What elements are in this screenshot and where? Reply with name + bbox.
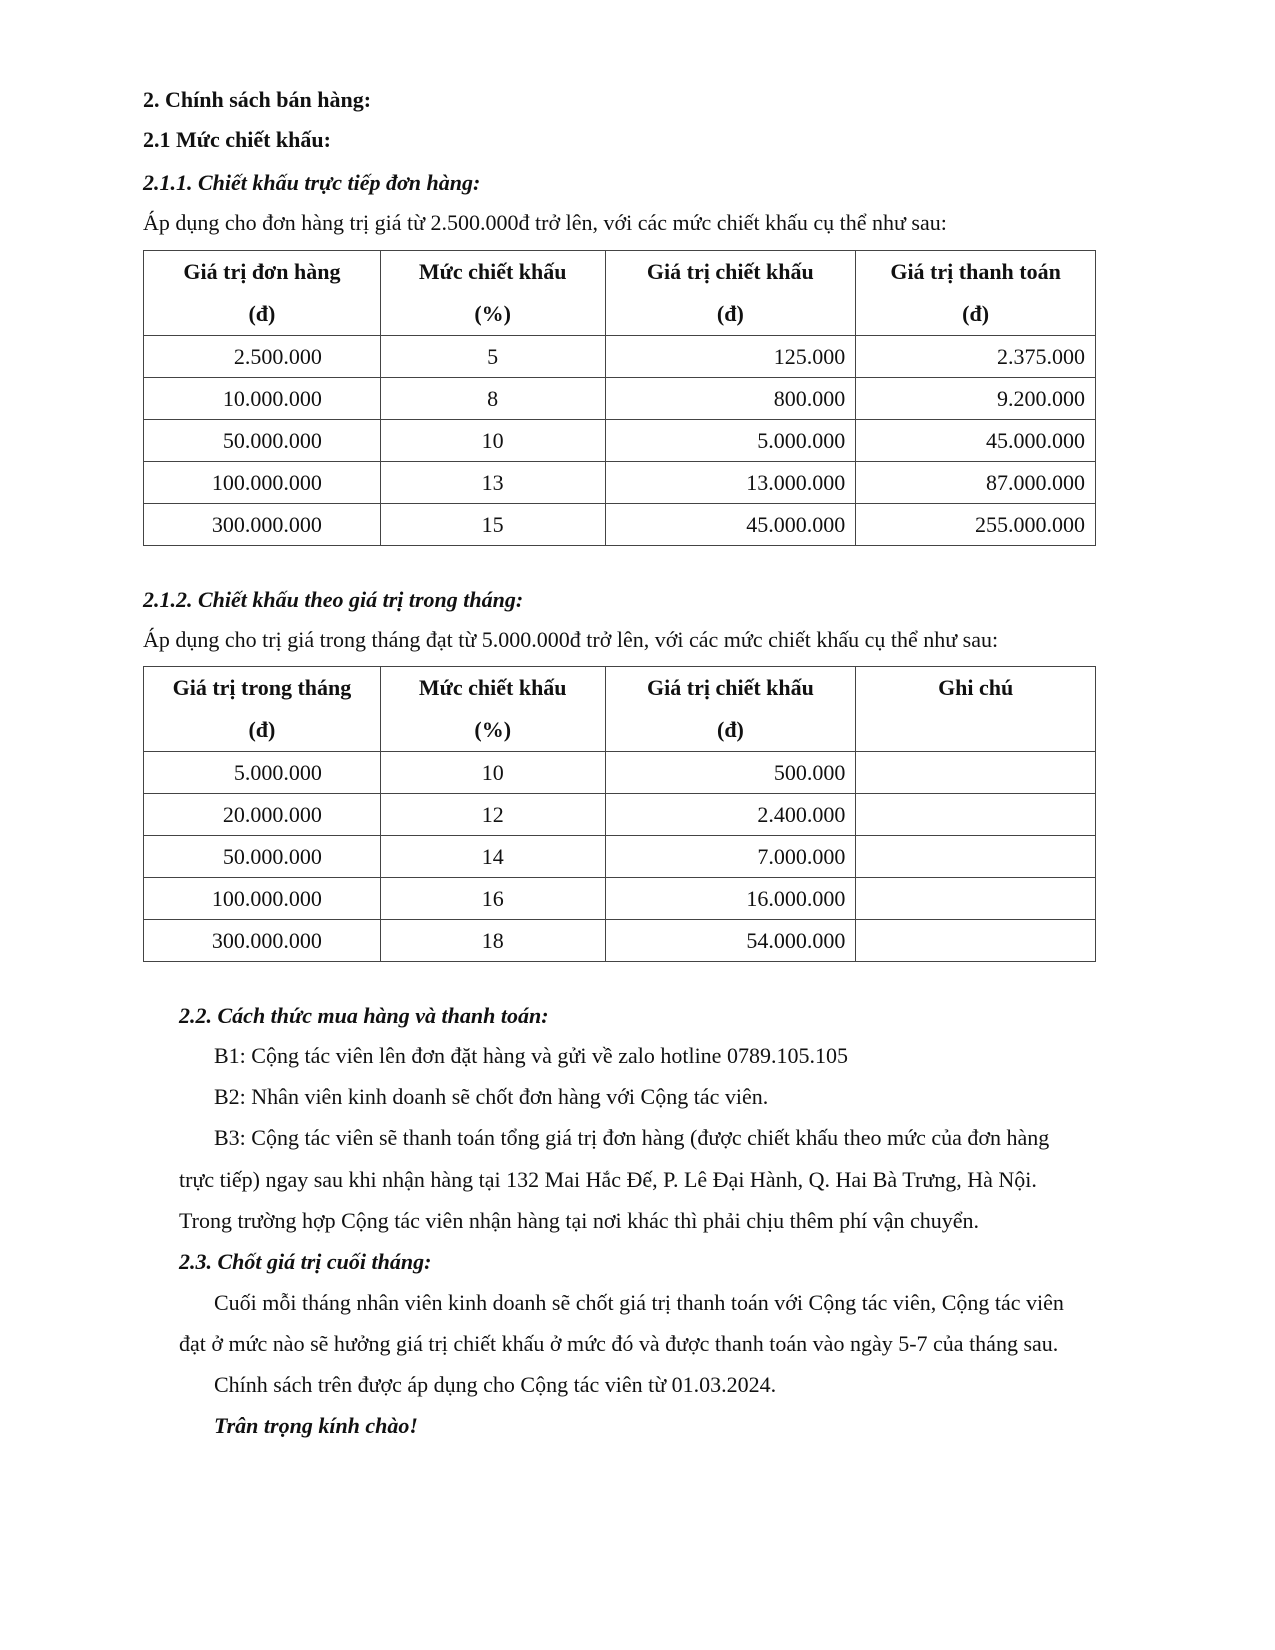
purchase-step-b3-line1: B3: Cộng tác viên sẽ thanh toán tổng giá trị đơn hàng (được chiết khấu theo mức của đơn hàng <box>214 1125 1050 1150</box>
table-row: 20.000.000 12 2.400.000 <box>144 794 1096 836</box>
purchase-step-b2: B2: Nhân viên kinh doanh sẽ chốt đơn hàng với Cộng tác viên. <box>214 1084 769 1109</box>
table-row: 100.000.000 16 16.000.000 <box>144 878 1096 920</box>
direct-discount-table <box>143 250 1096 546</box>
table-row: 10.000.000 8 800.000 9.200.000 <box>144 378 1096 420</box>
table-row: 300.000.000 18 54.000.000 <box>144 920 1096 962</box>
section-title: 2. Chính sách bán hàng: <box>143 87 372 112</box>
closing-paragraph-line1: Cuối mỗi tháng nhân viên kinh doanh sẽ chốt giá trị thanh toán với Cộng tác viên, Cộng tác viên <box>214 1290 1064 1315</box>
table-row: 100.000.000 13 13.000.000 87.000.000 <box>144 462 1096 504</box>
header-order-value: Giá trị đơn hàng (đ) <box>144 251 381 336</box>
direct-discount-heading: 2.1.1. Chiết khấu trực tiếp đơn hàng: <box>143 170 481 195</box>
table-header-row <box>144 251 1096 336</box>
monthly-discount-intro: Áp dụng cho trị giá trong tháng đạt từ 5.000.000đ trở lên, với các mức chiết khấu cụ thể như sau: <box>143 627 999 652</box>
table-row: 300.000.000 15 45.000.000 255.000.000 <box>144 504 1096 546</box>
section-subtitle: 2.1 Mức chiết khấu: <box>143 127 331 152</box>
header-discount-rate: Mức chiết khấu (%) <box>380 251 605 336</box>
purchase-step-b3-line2: trực tiếp) ngay sau khi nhận hàng tại 132 Mai Hắc Đế, P. Lê Đại Hành, Q. Hai Bà Trưng, Hà Nội. <box>179 1167 1037 1192</box>
table-row: 50.000.000 10 5.000.000 45.000.000 <box>144 420 1096 462</box>
purchase-step-b3-line3: Trong trường hợp Cộng tác viên nhận hàng tại nơi khác thì phải chịu thêm phí vận chuyển. <box>179 1208 979 1233</box>
table-header-row <box>144 667 1096 752</box>
header-monthly-value: Giá trị trong tháng (đ) <box>144 667 381 752</box>
closing-paragraph-line2: đạt ở mức nào sẽ hưởng giá trị chiết khấu ở mức đó và được thanh toán vào ngày 5-7 của tháng sau. <box>179 1331 1059 1356</box>
header-discount-value: Giá trị chiết khấu (đ) <box>605 251 856 336</box>
header-discount-rate: Mức chiết khấu (%) <box>380 667 605 752</box>
monthly-discount-table <box>143 666 1096 962</box>
signoff: Trân trọng kính chào! <box>214 1413 418 1438</box>
monthly-discount-heading: 2.1.2. Chiết khấu theo giá trị trong tháng: <box>143 587 524 612</box>
table-row: 5.000.000 10 500.000 <box>144 752 1096 794</box>
policy-effective-date: Chính sách trên được áp dụng cho Cộng tác viên từ 01.03.2024. <box>214 1372 777 1397</box>
closing-heading: 2.3. Chốt giá trị cuối tháng: <box>179 1249 432 1274</box>
header-discount-value: Giá trị chiết khấu (đ) <box>605 667 856 752</box>
header-note: Ghi chú <box>856 667 1096 752</box>
header-payment-value: Giá trị thanh toán (đ) <box>856 251 1096 336</box>
purchase-step-b1: B1: Cộng tác viên lên đơn đặt hàng và gửi về zalo hotline 0789.105.105 <box>214 1043 848 1068</box>
purchase-heading: 2.2. Cách thức mua hàng và thanh toán: <box>179 1003 549 1028</box>
direct-discount-intro: Áp dụng cho đơn hàng trị giá từ 2.500.000đ trở lên, với các mức chiết khấu cụ thể như sau: <box>143 210 947 235</box>
table-row: 2.500.000 5 125.000 2.375.000 <box>144 336 1096 378</box>
table-row: 50.000.000 14 7.000.000 <box>144 836 1096 878</box>
